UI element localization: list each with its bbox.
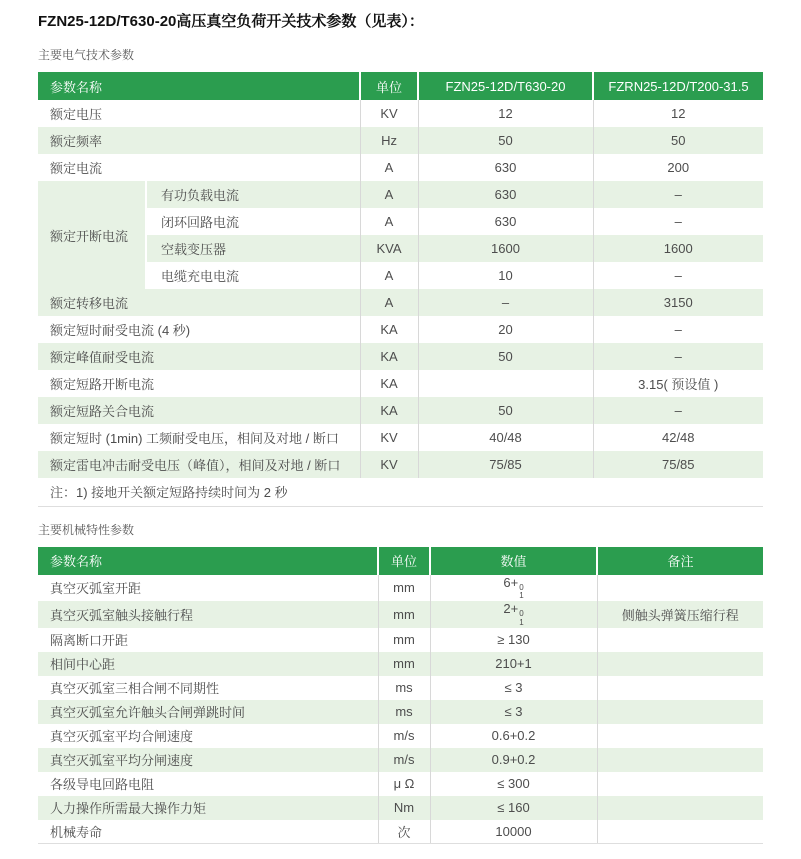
table-row [38, 343, 763, 370]
remark-cell [597, 700, 763, 724]
value-cell-fzrn25: 3.15( 预设值 ) [593, 370, 763, 397]
column-header-remark: 备注 [597, 547, 763, 575]
unit-cell: A [360, 289, 418, 316]
table-note: 注：1) 接地开关额定短路持续时间为 2 秒 [38, 478, 763, 506]
table-row [38, 208, 763, 235]
value-cell: 0.9+0.2 [430, 748, 597, 772]
value-cell-fzn25: 75/85 [418, 451, 593, 478]
value-cell: ≤ 300 [430, 772, 597, 796]
param-name-cell: 有功负载电流 [146, 181, 360, 208]
value-cell-fzn25: 10 [418, 262, 593, 289]
page-title: FZN25-12D/T630-20高压真空负荷开关技术参数（见表）： [38, 13, 424, 30]
unit-cell: 次 [378, 820, 430, 844]
value-cell-fzrn25: 50 [593, 127, 763, 154]
unit-cell: KA [360, 397, 418, 424]
value-cell: ≤ 3 [430, 676, 597, 700]
unit-cell: m/s [378, 748, 430, 772]
unit-cell: A [360, 262, 418, 289]
tolerance-stack: 0 1 [519, 582, 524, 601]
param-name-cell: 隔离断口开距 [38, 628, 378, 652]
table-row [38, 575, 763, 602]
param-name-cell: 额定短时耐受电流 (4 秒) [38, 316, 360, 343]
table-row [38, 676, 763, 700]
table-note-row [38, 478, 763, 506]
remark-cell [597, 652, 763, 676]
column-header-fzn25: FZN25-12D/T630-20 [418, 72, 593, 100]
column-header-value: 数值 [430, 547, 597, 575]
table-row [38, 748, 763, 772]
section-label-electrical: 主要电气技术参数 [38, 48, 135, 62]
param-name-cell: 额定电压 [38, 100, 360, 127]
value-cell-fzrn25: – [593, 316, 763, 343]
table-row [38, 289, 763, 316]
unit-cell: KA [360, 370, 418, 397]
column-header-unit: 单位 [360, 72, 418, 100]
unit-cell: Hz [360, 127, 418, 154]
value-cell: ≥ 130 [430, 628, 597, 652]
unit-cell: ms [378, 676, 430, 700]
remark-cell [597, 676, 763, 700]
table-row [38, 181, 763, 208]
table-row [38, 451, 763, 478]
column-header-param-name: 参数名称 [38, 72, 360, 100]
table-row [38, 370, 763, 397]
value-cell-fzn25: – [418, 289, 593, 316]
unit-cell: KVA [360, 235, 418, 262]
param-name-cell: 真空灭弧室允许触头合闸弹跳时间 [38, 700, 378, 724]
remark-cell [597, 724, 763, 748]
value-cell-fzn25 [418, 370, 593, 397]
value-cell: ≤ 160 [430, 796, 597, 820]
value-cell-fzrn25: 3150 [593, 289, 763, 316]
value-cell-fzn25: 50 [418, 343, 593, 370]
unit-cell: Nm [378, 796, 430, 820]
param-name-cell: 额定频率 [38, 127, 360, 154]
value-cell-fzn25: 12 [418, 100, 593, 127]
param-name-cell: 真空灭弧室平均合闸速度 [38, 724, 378, 748]
param-name-cell: 额定短路开断电流 [38, 370, 360, 397]
param-name-cell: 真空灭弧室开距 [38, 575, 378, 602]
value-cell-fzn25: 630 [418, 181, 593, 208]
mechanical-header-row [38, 547, 763, 575]
table-row [38, 397, 763, 424]
value-cell: 2+ 0 1 [430, 601, 597, 628]
unit-cell: μ Ω [378, 772, 430, 796]
table-row [38, 628, 763, 652]
unit-cell: mm [378, 601, 430, 628]
remark-cell [597, 796, 763, 820]
mechanical-table [38, 547, 763, 845]
table-row [38, 724, 763, 748]
value-cell: 10000 [430, 820, 597, 844]
value-cell-fzrn25: 200 [593, 154, 763, 181]
unit-cell: KV [360, 424, 418, 451]
table-row [38, 601, 763, 628]
unit-cell: KA [360, 343, 418, 370]
value-cell-fzrn25: – [593, 397, 763, 424]
table-row [38, 820, 763, 844]
param-name-cell: 闭环回路电流 [146, 208, 360, 235]
value-cell: 0.6+0.2 [430, 724, 597, 748]
value-cell-fzn25: 20 [418, 316, 593, 343]
mechanical-table-body [38, 575, 763, 844]
remark-cell [597, 628, 763, 652]
column-header-param-name: 参数名称 [38, 547, 378, 575]
param-name-cell: 真空灭弧室触头接触行程 [38, 601, 378, 628]
remark-cell [597, 820, 763, 844]
param-name-cell: 电缆充电电流 [146, 262, 360, 289]
value-cell-fzn25: 630 [418, 154, 593, 181]
param-name-cell: 真空灭弧室三相合闸不同期性 [38, 676, 378, 700]
table-row [38, 652, 763, 676]
param-name-cell: 机械寿命 [38, 820, 378, 844]
value-cell-fzrn25: 1600 [593, 235, 763, 262]
param-name-cell: 人力操作所需最大操作力矩 [38, 796, 378, 820]
electrical-table-body [38, 100, 763, 506]
unit-cell: KV [360, 100, 418, 127]
table-row [38, 796, 763, 820]
unit-cell: A [360, 154, 418, 181]
param-name-cell: 各级导电回路电阻 [38, 772, 378, 796]
table-row [38, 262, 763, 289]
remark-cell [597, 772, 763, 796]
value-cell-fzn25: 630 [418, 208, 593, 235]
param-name-cell: 空载变压器 [146, 235, 360, 262]
electrical-table [38, 72, 763, 507]
table-row [38, 316, 763, 343]
param-name-cell: 额定转移电流 [38, 289, 360, 316]
table-row [38, 154, 763, 181]
unit-cell: mm [378, 652, 430, 676]
table-row [38, 127, 763, 154]
value-cell-fzn25: 40/48 [418, 424, 593, 451]
value-cell: 6+ 0 1 [430, 575, 597, 602]
unit-cell: m/s [378, 724, 430, 748]
table-row [38, 700, 763, 724]
value-cell-fzrn25: 42/48 [593, 424, 763, 451]
param-name-cell: 额定电流 [38, 154, 360, 181]
param-name-cell: 额定雷电冲击耐受电压（峰值），相间及对地 / 断口 [38, 451, 360, 478]
value-cell-fzrn25: 75/85 [593, 451, 763, 478]
electrical-header-row [38, 72, 763, 100]
value-cell-fzrn25: – [593, 343, 763, 370]
value-cell-fzn25: 50 [418, 127, 593, 154]
value-cell-fzrn25: – [593, 262, 763, 289]
table-row [38, 424, 763, 451]
unit-cell: A [360, 181, 418, 208]
remark-cell [597, 575, 763, 602]
unit-cell: mm [378, 628, 430, 652]
table-row [38, 772, 763, 796]
group-cell-rated-breaking-current: 额定开断电流 [38, 181, 146, 289]
value-cell-fzrn25: 12 [593, 100, 763, 127]
value-cell: 210+1 [430, 652, 597, 676]
unit-cell: KV [360, 451, 418, 478]
unit-cell: A [360, 208, 418, 235]
unit-cell: ms [378, 700, 430, 724]
tolerance-stack: 0 1 [519, 609, 524, 627]
value-cell-fzrn25: – [593, 181, 763, 208]
value-cell-fzrn25: – [593, 208, 763, 235]
remark-cell [597, 748, 763, 772]
param-name-cell: 额定峰值耐受电流 [38, 343, 360, 370]
section-label-mechanical: 主要机械特性参数 [38, 522, 135, 537]
table-row [38, 235, 763, 262]
param-name-cell: 额定短路关合电流 [38, 397, 360, 424]
unit-cell: KA [360, 316, 418, 343]
unit-cell: mm [378, 575, 430, 602]
table-row [38, 100, 763, 127]
remark-cell: 侧触头弹簧压缩行程 [597, 601, 763, 628]
value-cell-fzn25: 50 [418, 397, 593, 424]
value-cell-fzn25: 1600 [418, 235, 593, 262]
column-header-unit: 单位 [378, 547, 430, 575]
param-name-cell: 相间中心距 [38, 652, 378, 676]
value-cell: ≤ 3 [430, 700, 597, 724]
param-name-cell: 真空灭弧室平均分闸速度 [38, 748, 378, 772]
param-name-cell: 额定短时 (1min) 工频耐受电压，相间及对地 / 断口 [38, 424, 360, 451]
column-header-fzrn25: FZRN25-12D/T200-31.5 [593, 72, 763, 100]
